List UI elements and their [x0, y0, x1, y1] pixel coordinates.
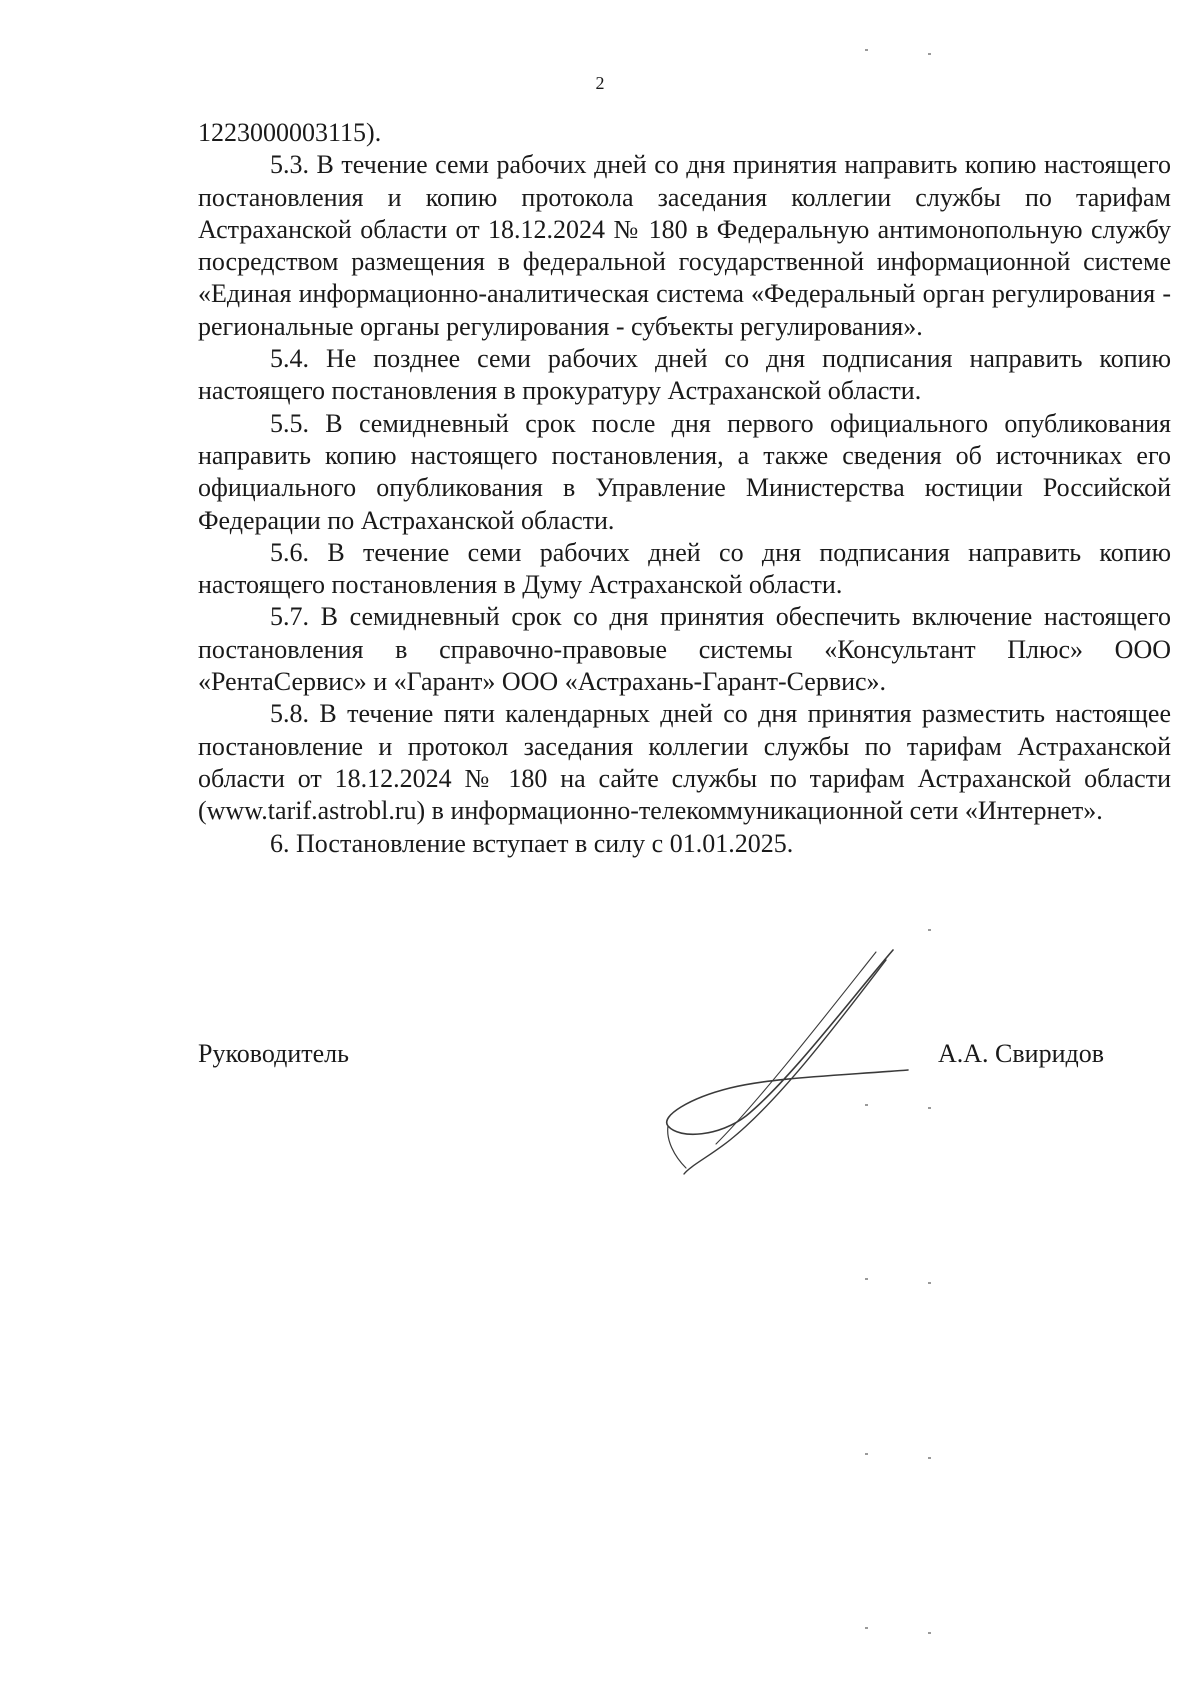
paragraph-5-4: 5.4. Не позднее семи рабочих дней со дня подписания направить копию настоящего постановления в прокуратуру Астраханской области.	[198, 344, 1171, 406]
paragraph-5-7: 5.7. В семидневный срок со дня принятия обеспечить включение настоящего постановления в справочно-правовые системы «Консультант Плюс» ООО «РентаСервис» и «Гарант» ООО «Астрахань-Гарант-Сервис».	[198, 602, 1171, 697]
paragraph-5-6: 5.6. В течение семи рабочих дней со дня подписания направить копию настоящего постановления в Думу Астраханской области.	[198, 537, 1171, 600]
scan-speck	[928, 1282, 931, 1284]
scan-speck	[928, 53, 931, 55]
scan-speck	[865, 1627, 868, 1629]
paragraph-continuation: 1223000003115).	[198, 118, 382, 147]
signature-strokes	[667, 950, 908, 1174]
scan-speck	[928, 1457, 931, 1459]
paragraph-5-5: 5.5. В семидневный срок после дня первого официального опубликования направить копию настоящего постановления, а также сведения об источниках его официального опубликования в Управление Министерства юстиции Российской Федерации по Астраханской области.	[198, 408, 1171, 535]
signatory-role: Руководитель	[198, 1039, 349, 1068]
scan-speck	[928, 929, 931, 931]
handwritten-signature-icon	[650, 930, 910, 1180]
scan-speck	[928, 1632, 931, 1634]
document-body	[198, 117, 1171, 860]
paragraph-6: 6. Постановление вступает в силу с 01.01.2025.	[270, 828, 794, 858]
scan-speck	[865, 1278, 868, 1280]
scan-speck	[865, 49, 868, 51]
paragraph-5-8: 5.8. В течение пяти календарных дней со дня принятия разместить настоящее постановление и протокол заседания коллегии службы по тарифам Астраханской области от 18.12.2024 № 180 на сайте службы по тарифам Астраханской области (www.tarif.astrobl.ru) в информационно-телекоммуникационной сети «Интернет».	[198, 699, 1171, 826]
scan-speck	[865, 1104, 868, 1106]
scan-speck	[865, 1453, 868, 1455]
page-number: 2	[595, 73, 605, 93]
scan-speck	[928, 1107, 931, 1109]
paragraph-5-3: 5.3. В течение семи рабочих дней со дня принятия направить копию настоящего постановления и копию протокола заседания коллегии службы по тарифам Астраханской области от 18.12.2024 № 180 в Федеральную антимонопольную службу посредством размещения в федеральной государственной информационной системе «Единая информационно-аналитическая система «Федеральный орган регулирования - региональные органы регулирования - субъекты регулирования».	[198, 150, 1171, 341]
signatory-name: А.А. Свиридов	[937, 1039, 1104, 1068]
